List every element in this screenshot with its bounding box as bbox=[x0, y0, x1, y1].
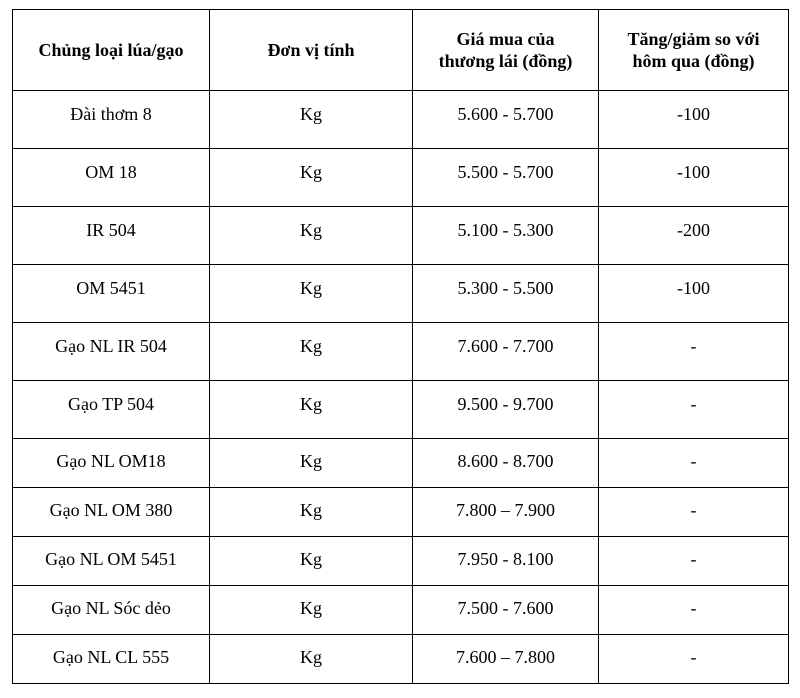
cell-rice-type: Đài thơm 8 bbox=[13, 91, 210, 149]
cell-change: -200 bbox=[599, 207, 789, 265]
cell-trader-price: 7.950 - 8.100 bbox=[413, 537, 599, 586]
cell-rice-type: OM 18 bbox=[13, 149, 210, 207]
cell-rice-type: Gạo NL OM 380 bbox=[13, 488, 210, 537]
cell-trader-price: 5.100 - 5.300 bbox=[413, 207, 599, 265]
table-row bbox=[13, 586, 789, 635]
cell-trader-price: 9.500 - 9.700 bbox=[413, 381, 599, 439]
cell-change: - bbox=[599, 635, 789, 684]
cell-change: -100 bbox=[599, 91, 789, 149]
header-line: hôm qua (đồng) bbox=[632, 51, 755, 71]
cell-change: - bbox=[599, 323, 789, 381]
table-row bbox=[13, 207, 789, 265]
table-row bbox=[13, 381, 789, 439]
cell-unit: Kg bbox=[210, 586, 413, 635]
cell-trader-price: 5.600 - 5.700 bbox=[413, 91, 599, 149]
header-unit bbox=[210, 10, 413, 91]
cell-unit: Kg bbox=[210, 149, 413, 207]
cell-trader-price: 8.600 - 8.700 bbox=[413, 439, 599, 488]
table-body bbox=[13, 91, 789, 684]
cell-rice-type: Gạo NL OM 5451 bbox=[13, 537, 210, 586]
table-row bbox=[13, 439, 789, 488]
table-row bbox=[13, 265, 789, 323]
table-row bbox=[13, 488, 789, 537]
cell-change: - bbox=[599, 381, 789, 439]
table-row bbox=[13, 149, 789, 207]
cell-change: - bbox=[599, 488, 789, 537]
header-trader-price bbox=[413, 10, 599, 91]
table-row bbox=[13, 635, 789, 684]
header-line: Chủng loại lúa/gạo bbox=[38, 40, 184, 60]
cell-unit: Kg bbox=[210, 265, 413, 323]
cell-rice-type: Gạo TP 504 bbox=[13, 381, 210, 439]
cell-change: - bbox=[599, 586, 789, 635]
cell-trader-price: 5.300 - 5.500 bbox=[413, 265, 599, 323]
table-header-row bbox=[13, 10, 789, 91]
table-row bbox=[13, 537, 789, 586]
cell-trader-price: 5.500 - 5.700 bbox=[413, 149, 599, 207]
cell-rice-type: Gạo NL OM18 bbox=[13, 439, 210, 488]
cell-change: -100 bbox=[599, 265, 789, 323]
cell-rice-type: Gạo NL Sóc dẻo bbox=[13, 586, 210, 635]
cell-unit: Kg bbox=[210, 537, 413, 586]
cell-change: -100 bbox=[599, 149, 789, 207]
cell-unit: Kg bbox=[210, 439, 413, 488]
table-row bbox=[13, 323, 789, 381]
cell-trader-price: 7.600 - 7.700 bbox=[413, 323, 599, 381]
cell-rice-type: IR 504 bbox=[13, 207, 210, 265]
cell-unit: Kg bbox=[210, 323, 413, 381]
header-line: Đơn vị tính bbox=[267, 40, 355, 60]
header-line: thương lái (đồng) bbox=[438, 51, 573, 71]
cell-trader-price: 7.800 – 7.900 bbox=[413, 488, 599, 537]
cell-unit: Kg bbox=[210, 635, 413, 684]
cell-rice-type: Gạo NL CL 555 bbox=[13, 635, 210, 684]
table-row bbox=[13, 91, 789, 149]
header-line: Tăng/giảm so với bbox=[627, 29, 760, 49]
cell-unit: Kg bbox=[210, 207, 413, 265]
cell-rice-type: OM 5451 bbox=[13, 265, 210, 323]
header-change bbox=[599, 10, 789, 91]
cell-trader-price: 7.500 - 7.600 bbox=[413, 586, 599, 635]
cell-unit: Kg bbox=[210, 91, 413, 149]
cell-change: - bbox=[599, 439, 789, 488]
cell-change: - bbox=[599, 537, 789, 586]
cell-unit: Kg bbox=[210, 488, 413, 537]
header-rice-type bbox=[13, 10, 210, 91]
cell-rice-type: Gạo NL IR 504 bbox=[13, 323, 210, 381]
header-line: Giá mua của bbox=[456, 29, 555, 49]
cell-trader-price: 7.600 – 7.800 bbox=[413, 635, 599, 684]
cell-unit: Kg bbox=[210, 381, 413, 439]
rice-price-table bbox=[12, 9, 789, 684]
